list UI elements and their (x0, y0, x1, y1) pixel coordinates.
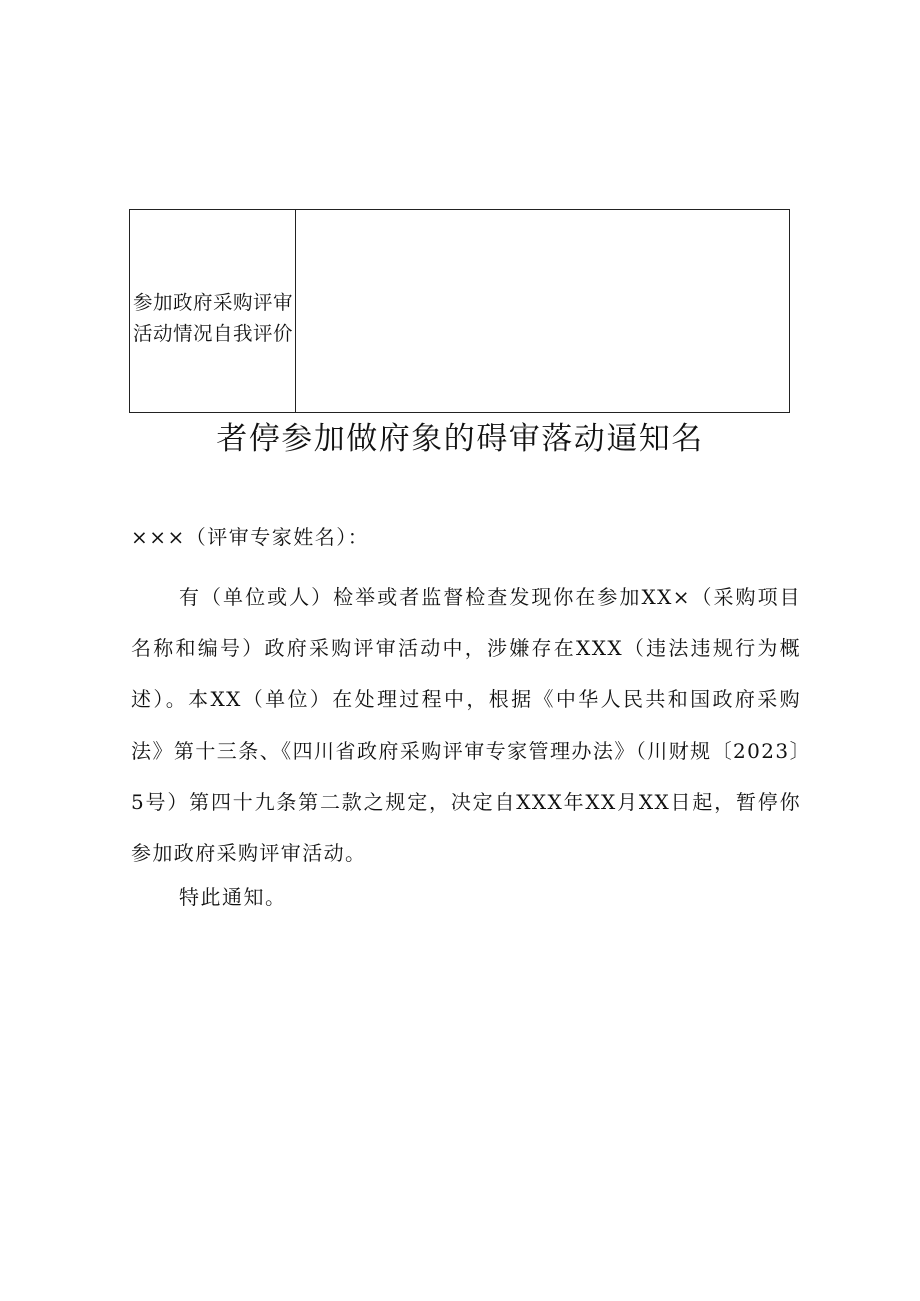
self-evaluation-label: 参加政府采购评审活动情况自我评价 (133, 291, 294, 345)
self-evaluation-value-cell (296, 210, 789, 412)
notice-body-paragraph: 有（单位或人）检举或者监督检查发现你在参加XX×（采购项目名称和编号）政府采购评审活动中，涉嫌存在XXX（违法违规行为概述）。本XX（单位）在处理过程中，根据《中华人民共和国政府采购法》第十三条、《四川省政府采购评审专家管理办法》（川财规〔2023〕5号）第四十九条第二款之规定，决定自XXX年XX月XX日起，暂停你参加政府采购评审活动。 (131, 585, 801, 866)
salutation: ×××（评审专家姓名）： (131, 525, 370, 549)
closing-line: 特此通知。 (179, 885, 287, 909)
document-title: 者停参加做府象的碍审落动逼知名 (216, 421, 704, 457)
self-evaluation-table (129, 209, 790, 413)
self-evaluation-label-cell (130, 210, 296, 412)
